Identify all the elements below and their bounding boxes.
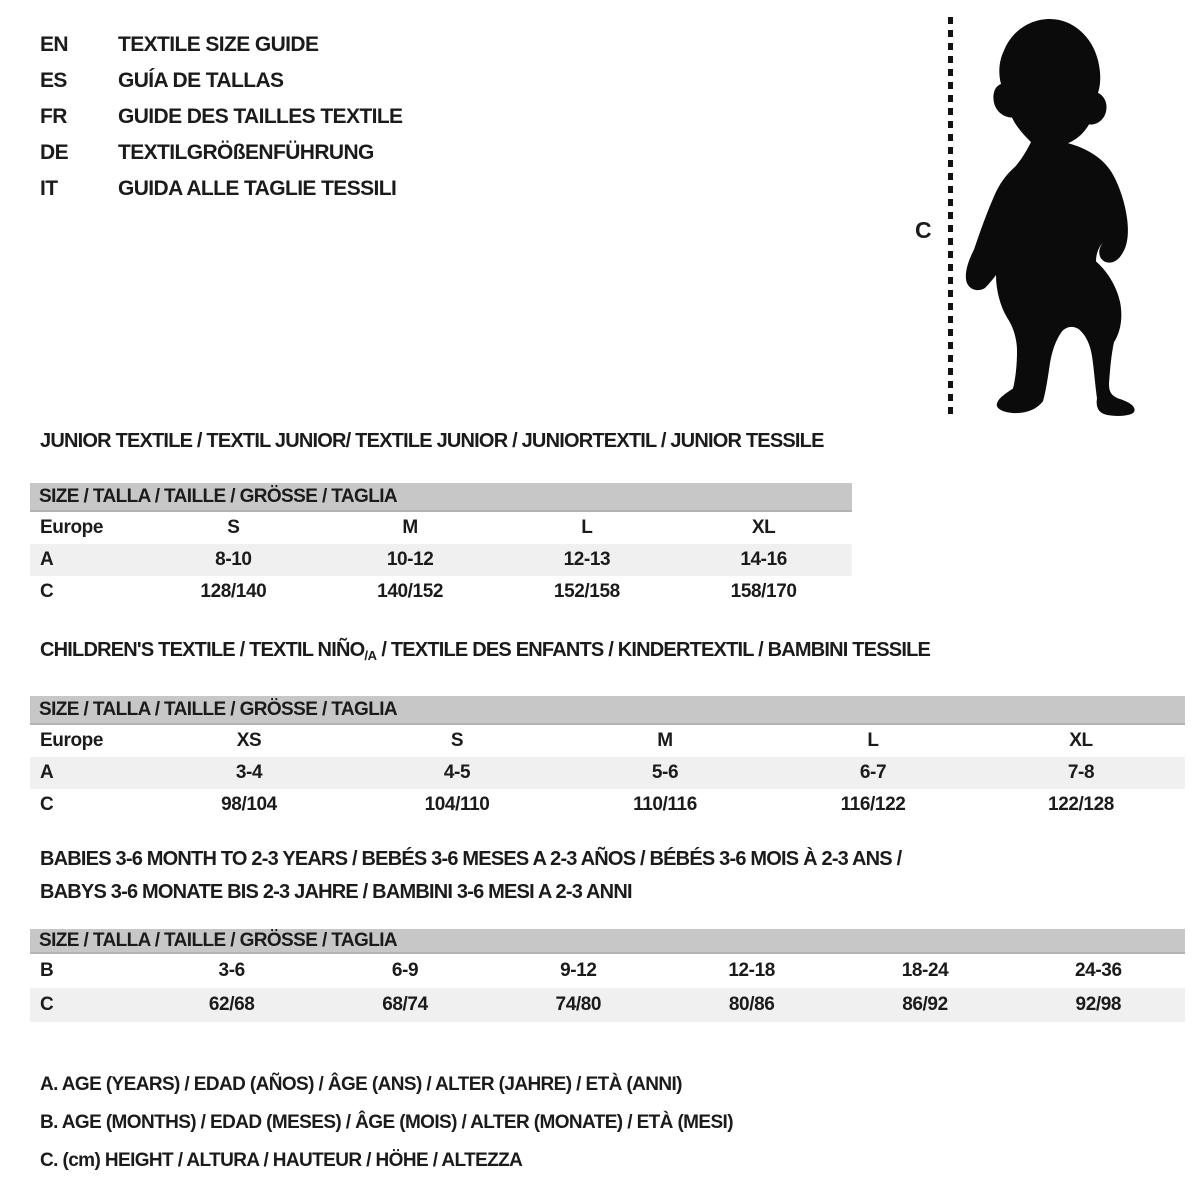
children-size-header: SIZE / TALLA / TAILLE / GRÖSSE / TAGLIA bbox=[30, 696, 1185, 725]
cell: 9-12 bbox=[560, 960, 597, 981]
cell: XS bbox=[236, 730, 262, 751]
cell: 74/80 bbox=[555, 994, 602, 1015]
cell: 14-16 bbox=[740, 549, 787, 570]
language-title-list bbox=[40, 27, 402, 207]
cell: 10-12 bbox=[386, 549, 434, 570]
toddler-silhouette-icon bbox=[960, 16, 1140, 420]
legend-line-a: A. AGE (YEARS) / EDAD (AÑOS) / ÂGE (ANS) / ALTER (JAHRE) / ETÀ (ANNI) bbox=[40, 1074, 682, 1095]
junior-section-heading: JUNIOR TEXTILE / TEXTIL JUNIOR/ TEXTILE JUNIOR / JUNIORTEXTIL / JUNIOR TESSILE bbox=[40, 430, 824, 452]
lang-title: GUÍA DE TALLAS bbox=[118, 69, 284, 92]
cell: 12-13 bbox=[563, 549, 611, 570]
lang-code: IT bbox=[40, 177, 58, 200]
cell: 158/170 bbox=[730, 581, 797, 602]
cell: L bbox=[867, 730, 879, 751]
children-section-heading bbox=[40, 639, 930, 662]
babies-size-header: SIZE / TALLA / TAILLE / GRÖSSE / TAGLIA bbox=[30, 929, 1185, 954]
lang-code: DE bbox=[40, 141, 68, 164]
cell: C bbox=[40, 794, 54, 815]
lang-row-fr bbox=[40, 99, 402, 135]
lang-row-en bbox=[40, 27, 402, 63]
cell: XL bbox=[1069, 730, 1093, 751]
legend-line-c: C. (cm) HEIGHT / ALTURA / HAUTEUR / HÖHE / ALTEZZA bbox=[40, 1150, 523, 1171]
cell: 86/92 bbox=[902, 994, 948, 1015]
cell: A bbox=[40, 762, 54, 783]
cell: S bbox=[227, 517, 240, 538]
cell: 12-18 bbox=[728, 960, 775, 981]
children-heading-sub: /A bbox=[364, 648, 377, 663]
cell: 18-24 bbox=[901, 960, 949, 981]
cell: 3-6 bbox=[218, 960, 245, 981]
lang-row-es bbox=[40, 63, 402, 99]
cell: Europe bbox=[40, 517, 104, 538]
measurement-legend bbox=[40, 1066, 733, 1180]
children-size-table bbox=[30, 696, 1185, 821]
lang-code: FR bbox=[40, 105, 67, 128]
legend-line-b: B. AGE (MONTHS) / EDAD (MESES) / ÂGE (MOIS) / ALTER (MONATE) / ETÀ (MESI) bbox=[40, 1112, 733, 1133]
cell: 98/104 bbox=[221, 794, 277, 815]
cell: 104/110 bbox=[424, 794, 490, 815]
table-row bbox=[30, 789, 1185, 821]
table-row bbox=[30, 757, 1185, 789]
cell: C bbox=[40, 581, 54, 602]
cell: 152/158 bbox=[553, 581, 620, 602]
cell: C bbox=[40, 994, 54, 1015]
children-heading-pre: CHILDREN'S TEXTILE / TEXTIL NIÑO bbox=[40, 639, 365, 661]
cell: 80/86 bbox=[728, 994, 775, 1015]
cell: 62/68 bbox=[208, 994, 255, 1015]
cell: 128/140 bbox=[200, 581, 267, 602]
cell: Europe bbox=[40, 730, 104, 751]
babies-heading-line2: BABYS 3-6 MONATE BIS 2-3 JAHRE / BAMBINI 3-6 MESI A 2-3 ANNI bbox=[40, 881, 632, 903]
lang-code: EN bbox=[40, 33, 68, 56]
cell: 140/152 bbox=[377, 581, 444, 602]
height-measure-dashed-line bbox=[948, 17, 953, 418]
lang-row-de bbox=[40, 135, 402, 171]
table-row bbox=[30, 725, 1185, 757]
lang-title: GUIDA ALLE TAGLIE TESSILI bbox=[118, 177, 397, 200]
cell: 110/116 bbox=[633, 794, 697, 815]
junior-size-header: SIZE / TALLA / TAILLE / GRÖSSE / TAGLIA bbox=[30, 483, 852, 512]
babies-heading-line1: BABIES 3-6 MONTH TO 2-3 YEARS / BEBÉS 3-6 MESES A 2-3 AÑOS / BÉBÉS 3-6 MOIS À 2-3 ANS / bbox=[40, 848, 902, 870]
cell: 6-7 bbox=[859, 762, 887, 783]
lang-title: TEXTILE SIZE GUIDE bbox=[118, 33, 319, 56]
children-heading-post: / TEXTILE DES ENFANTS / KINDERTEXTIL / BAMBINI TESSILE bbox=[376, 639, 931, 661]
cell: 8-10 bbox=[215, 549, 252, 570]
lang-code: ES bbox=[40, 69, 67, 92]
cell: S bbox=[450, 730, 464, 751]
cell: 122/128 bbox=[1048, 794, 1114, 815]
cell: M bbox=[657, 730, 673, 751]
junior-size-table bbox=[30, 483, 852, 608]
table-row bbox=[30, 512, 852, 544]
table-row bbox=[30, 954, 1185, 988]
lang-title: TEXTILGRÖßENFÜHRUNG bbox=[118, 141, 374, 164]
cell: B bbox=[40, 960, 54, 981]
cell: M bbox=[402, 517, 418, 538]
cell: 4-5 bbox=[443, 762, 471, 783]
cell: A bbox=[40, 549, 54, 570]
cell: XL bbox=[751, 517, 776, 538]
babies-section-heading bbox=[40, 843, 901, 909]
table-row bbox=[30, 544, 852, 576]
cell: 7-8 bbox=[1067, 762, 1095, 783]
lang-title: GUIDE DES TAILLES TEXTILE bbox=[118, 105, 403, 128]
cell: 24-36 bbox=[1075, 960, 1122, 981]
cell: 116/122 bbox=[840, 794, 906, 815]
cell: 68/74 bbox=[382, 994, 428, 1015]
lang-row-it bbox=[40, 171, 402, 207]
cell: 6-9 bbox=[391, 960, 419, 981]
table-row bbox=[30, 576, 852, 608]
table-row bbox=[30, 988, 1185, 1022]
cell: 3-4 bbox=[235, 762, 263, 783]
cell: 5-6 bbox=[651, 762, 679, 783]
babies-size-table bbox=[30, 929, 1185, 1022]
cell: L bbox=[581, 517, 593, 538]
cell: 92/98 bbox=[1075, 994, 1122, 1015]
height-measure-label: C bbox=[915, 217, 932, 243]
